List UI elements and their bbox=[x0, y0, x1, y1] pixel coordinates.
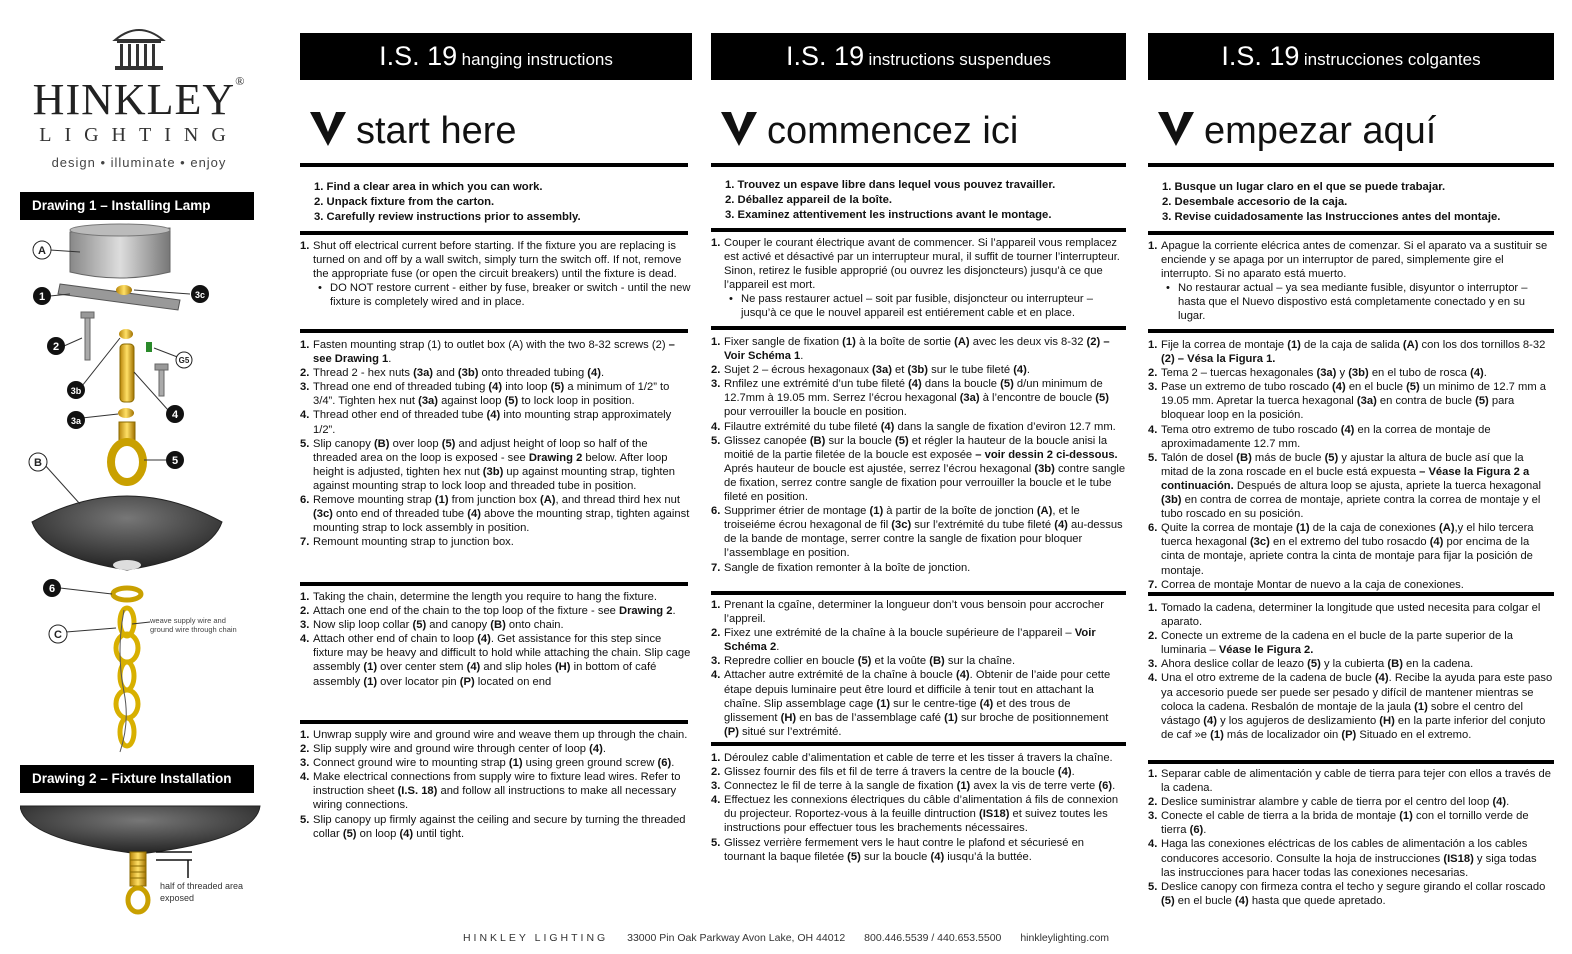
step-text: Una el otro extreme de la cadena de bucle (4). Recibe la ayuda para este paso ya accesorio puede ser puede ser pesado y difícil de mantener mientras se coloca la cadena. Resbalón de montaje de la jaula (1) sobre el centro del vástago (4) y los agujeros de deslizamiento (H) en la parte inferior del conjuto de caf »e (1) más de localizador oin (P) Situado en el extremo. bbox=[1161, 672, 1553, 741]
instruction-section bbox=[300, 590, 692, 689]
step-number: 4. bbox=[300, 633, 310, 646]
step-number: 1. bbox=[1148, 602, 1158, 614]
section-divider bbox=[711, 228, 1126, 232]
step-item bbox=[1148, 521, 1554, 577]
step-number: 2. bbox=[711, 364, 721, 377]
section-divider bbox=[300, 329, 688, 333]
step-number: 4. bbox=[1148, 423, 1158, 436]
start-heading bbox=[711, 104, 1126, 164]
callout-1 bbox=[33, 287, 51, 305]
section-divider bbox=[300, 163, 688, 167]
section-divider bbox=[1148, 760, 1554, 764]
step-item bbox=[300, 742, 692, 756]
step-text: Fixez une extrémité de la chaîne à la boucle supérieure de l’appareil – Voir Schéma 2. bbox=[724, 627, 1096, 654]
screw bbox=[155, 364, 168, 396]
step-text: Déroulez cable d’alimentation et cable de terre et les tisser á travers la chaîne. bbox=[724, 752, 1113, 764]
step-number: 1. bbox=[1148, 339, 1158, 351]
section-divider bbox=[711, 163, 1126, 167]
chevron-down-icon bbox=[721, 110, 757, 148]
step-number: 1. bbox=[300, 729, 310, 741]
section-divider bbox=[711, 742, 1126, 746]
step-number: 2. bbox=[300, 743, 310, 756]
outlet-box bbox=[70, 224, 170, 278]
footer-brand: HINKLEY LIGHTING bbox=[462, 932, 609, 944]
section-divider bbox=[1148, 329, 1554, 333]
step-text: Correa de montaje Montar de nuevo a la caja de conexiones. bbox=[1161, 578, 1464, 591]
step-text: Taking the chain, determine the length you require to hang the fixture. bbox=[313, 591, 657, 603]
instruction-section bbox=[1148, 767, 1554, 908]
step-number: 3. bbox=[711, 378, 721, 391]
step-item bbox=[711, 668, 1126, 738]
step-number: 5. bbox=[711, 836, 721, 849]
canopy bbox=[20, 806, 260, 854]
step-number: 7. bbox=[711, 561, 721, 574]
step-number: 1. bbox=[711, 752, 721, 764]
step-text: Thread other end of threaded tube (4) into mounting strap approximately 1/2”. bbox=[313, 409, 672, 436]
callout-6 bbox=[43, 579, 61, 597]
step-item bbox=[1148, 809, 1554, 837]
step-item bbox=[1148, 795, 1554, 809]
instruction-section bbox=[711, 598, 1126, 739]
chevron-down-icon bbox=[1158, 110, 1194, 148]
step-item bbox=[711, 598, 1126, 626]
callout-B bbox=[29, 453, 47, 471]
step-number: 2. bbox=[1148, 630, 1158, 643]
step-number: 1. bbox=[1148, 240, 1158, 252]
step-text: Make electrical connections from supply wire to fixture lead wires. Refer to instruction sheet (I.S. 18) and follow all instructions to make all necessary wiring connections. bbox=[313, 771, 681, 812]
threaded-note: half of threaded area exposed bbox=[160, 881, 244, 903]
intro-step: 2. Desembale accesorio de la caja. bbox=[1162, 196, 1348, 208]
section-divider bbox=[711, 326, 1126, 330]
step-text: Glissez canopée (B) sur la boucle (5) et régler la hauteur de la boucle anisi la moitié de la partie filetée de la boucle est exposée – voir dessin 2 ci-dessous. Aprés hauteur de boucle est ajustée, serrez l’écrou hexagonal (3b) contre sangle de fixation, serrez contre sangle de fixation pour verrouiller la boucle et le tube fileté en position. bbox=[724, 434, 1126, 504]
step-text: Shut off electrical current before starting. If the fixture you are replacing is turned on and off by a wall switch, simply turn the switch off. If not, remove the appropriate fuse (or open the circuit breakers) until the fixture is dead. bbox=[313, 240, 682, 281]
step-text: Attach one end of the chain to the top loop of the fixture - see Drawing 2. bbox=[313, 605, 676, 618]
step-number: 4. bbox=[1148, 672, 1158, 685]
svg-text:5: 5 bbox=[171, 455, 179, 467]
callout-2 bbox=[47, 337, 65, 355]
step-number: 6. bbox=[1148, 522, 1158, 535]
step-item bbox=[1148, 338, 1554, 366]
step-text: Remount mounting strap to junction box. bbox=[313, 536, 514, 549]
step-number: 1. bbox=[711, 336, 721, 348]
start-heading bbox=[1148, 104, 1554, 164]
svg-text:A: A bbox=[38, 245, 46, 257]
step-item bbox=[711, 751, 1126, 765]
step-item bbox=[711, 504, 1126, 560]
intro-step: 1. Busque un lugar claro en el que se puede trabajar. bbox=[1162, 181, 1446, 193]
step-number: 3. bbox=[300, 757, 310, 770]
intro-step: 3. Carefully review instructions prior to assembly. bbox=[314, 211, 581, 223]
start-text: empezar aquí bbox=[1204, 110, 1437, 152]
step-number: 1. bbox=[711, 599, 721, 611]
step-text: Pase un extremo de tubo roscado (4) en el bucle (5) un minimo de 12.7 mm a 19.05 mm. Apretar la tuerca hexagonal (3a) en contra de bucle (5) para bloquear loop en la posición. bbox=[1161, 381, 1546, 422]
threaded-collar bbox=[113, 588, 141, 600]
step-number: 6. bbox=[711, 505, 721, 518]
step-item bbox=[711, 626, 1126, 654]
header-bar bbox=[711, 33, 1126, 80]
instruction-section bbox=[1148, 239, 1554, 324]
step-item bbox=[300, 604, 692, 618]
intro-steps bbox=[314, 180, 581, 225]
svg-text:3c: 3c bbox=[194, 290, 206, 300]
callout-A bbox=[33, 241, 51, 259]
chain bbox=[116, 608, 138, 746]
step-text: Tomado la cadena, determiner la longitude que usted necesita para colgar el aparato. bbox=[1161, 602, 1541, 629]
step-text: Repredre collier en boucle (5) et la voûte (B) sur la chaîne. bbox=[724, 655, 1016, 668]
intro-step: 2. Déballez appareil de la boîte. bbox=[725, 194, 892, 206]
section-divider bbox=[1148, 592, 1554, 596]
step-item bbox=[711, 420, 1126, 434]
step-item bbox=[711, 779, 1126, 793]
section-divider bbox=[300, 231, 688, 235]
step-text: Rnfilez une extrémité d’un tube fileté (4) dans la boucle (5) d/un minimum de 12.7mm à 19.05 mm. Serrez l’écrou hexagonal (3a) à l’encontre de boucle (5) pour verrouiller la boucle en position. bbox=[724, 378, 1109, 419]
step-item bbox=[711, 434, 1126, 504]
step-item bbox=[1148, 671, 1554, 741]
hex-nut-3b bbox=[119, 329, 133, 339]
step-number: 1. bbox=[300, 240, 310, 252]
instruction-section bbox=[300, 239, 692, 309]
step-item bbox=[300, 618, 692, 632]
step-number: 5. bbox=[711, 434, 721, 447]
step-item bbox=[300, 770, 692, 812]
callout-3a bbox=[67, 411, 85, 429]
step-number: 7. bbox=[1148, 578, 1158, 591]
step-number: 3. bbox=[711, 780, 721, 793]
step-item bbox=[711, 654, 1126, 668]
green-ground-screw bbox=[146, 342, 152, 352]
sheet-number: I.S. 19 bbox=[1221, 41, 1300, 71]
step-number: 4. bbox=[1148, 838, 1158, 851]
section-divider bbox=[300, 582, 688, 586]
step-number: 5. bbox=[300, 437, 310, 450]
step-number: 2. bbox=[300, 605, 310, 618]
step-item bbox=[1148, 767, 1554, 795]
instruction-section bbox=[1148, 338, 1554, 592]
step-text: Couper le courant électrique avant de commencer. Si l’appareil vous remplacez est activé et désactivé par un interrupteur mural, il suffit de tourner l’interrupteur. Sinon, retirez le fusible approprié (ou ouvrez les disjoncteurs) jusqu’à ce que l’appareil est mort. bbox=[724, 237, 1120, 292]
step-item bbox=[711, 765, 1126, 779]
step-item bbox=[1148, 366, 1554, 380]
canopy bbox=[32, 496, 222, 570]
footer-website[interactable]: hinkleylighting.com bbox=[1020, 932, 1110, 944]
column-english bbox=[300, 0, 692, 930]
step-item bbox=[300, 535, 692, 549]
step-text: Connect ground wire to mounting strap (1) using green ground screw (6). bbox=[313, 757, 675, 770]
svg-text:6: 6 bbox=[48, 583, 56, 595]
brand-registered: ® bbox=[235, 74, 246, 88]
svg-text:3a: 3a bbox=[70, 416, 82, 426]
step-number: 4. bbox=[300, 771, 310, 784]
step-text: Deslice suministrar alambre y cable de tierra por el centro del loop (4). bbox=[1161, 796, 1510, 809]
step-number: 2. bbox=[711, 766, 721, 779]
step-item bbox=[1148, 451, 1554, 521]
start-text: start here bbox=[356, 110, 517, 152]
footer-address: 33000 Pin Oak Parkway Avon Lake, OH 44012 bbox=[627, 932, 846, 944]
column-french bbox=[711, 0, 1126, 930]
brand-name: HINKLEY bbox=[32, 75, 236, 124]
step-text: Slip canopy (B) over loop (5) and adjust height of loop so half of the threaded area on the loop is exposed - see Drawing 2 below. After loop height is adjusted, tighten hex nut (3b) up against mounting strap, tighten against mounting strap to lock loop and threaded tube in position. bbox=[313, 437, 675, 492]
callout-G5 bbox=[176, 352, 192, 368]
step-text: Separar cable de alimentación y cable de tierra para tejer con ellos a través de la cadena. bbox=[1161, 768, 1551, 795]
step-item bbox=[1148, 380, 1554, 422]
step-number: 1. bbox=[300, 591, 310, 603]
step-text: Haga las conexiones eléctricas de los cables de alimentación a los cables conducores accesorio. Consulte la hoja de instrucciones (IS18) y siga todas las instrucciones para hacer todas las conexiones necesarias. bbox=[1161, 838, 1537, 879]
step-text: Conecte un extreme de la cadena en el bucle de la parte superior de la luminaria – Véase le Figura 2. bbox=[1161, 630, 1514, 657]
intro-step: 3. Examinez attentivement les instructions avant le montage. bbox=[725, 209, 1052, 221]
step-item bbox=[1148, 629, 1554, 657]
brand-tagline: design • illuminate • enjoy bbox=[51, 155, 227, 170]
step-item bbox=[711, 836, 1126, 864]
step-text: Thread 2 - hex nuts (3a) and (3b) onto threaded tubing (4). bbox=[313, 367, 605, 380]
instruction-section bbox=[711, 335, 1126, 575]
callout-C bbox=[49, 625, 67, 643]
step-number: 3. bbox=[300, 619, 310, 632]
header-bar bbox=[300, 33, 692, 80]
step-item bbox=[300, 756, 692, 770]
section-divider bbox=[1148, 231, 1554, 235]
step-item bbox=[300, 380, 692, 408]
step-item bbox=[1148, 601, 1554, 629]
step-text: Glissez verrière fermement vers le haut contre le plafond et sécuriesé en tournant la baque filetée (5) sur la boucle (4) iusqu’á la buttée. bbox=[724, 836, 1085, 863]
left-panel bbox=[0, 0, 280, 954]
step-number: 4. bbox=[711, 794, 721, 807]
step-item bbox=[300, 366, 692, 380]
step-text: Connectez le fil de terre à la sangle de fixation (1) avex la vis de terre verte (6). bbox=[724, 780, 1116, 793]
svg-text:1: 1 bbox=[38, 291, 46, 303]
step-number: 2. bbox=[1148, 796, 1158, 809]
threaded-tube bbox=[120, 344, 134, 402]
drawing-2-title: Drawing 2 – Fixture Installation bbox=[20, 765, 254, 793]
step-item bbox=[1148, 578, 1554, 592]
bullet-note: • Ne pass restaurer actuel – soit par fusible, disjoncteur ou interrupteur – jusqu’à ce que le nouvel appareil est entiérement cable et en place. bbox=[711, 292, 1126, 320]
step-item bbox=[711, 363, 1126, 377]
step-item bbox=[1148, 880, 1554, 908]
step-text: Slip canopy up firmly against the ceiling and secure by turning the threaded collar (5) on loop (4) until tight. bbox=[313, 813, 686, 840]
step-item bbox=[300, 408, 692, 436]
footer-phone: 800.446.5539 / 440.653.5500 bbox=[864, 932, 1002, 944]
callout-5 bbox=[166, 451, 184, 469]
step-number: 1. bbox=[711, 237, 721, 249]
sheet-number: I.S. 19 bbox=[786, 41, 865, 71]
step-number: 6. bbox=[300, 494, 310, 507]
intro-step: 2. Unpack fixture from the carton. bbox=[314, 196, 495, 208]
step-text: Unwrap supply wire and ground wire and weave them up through the chain. bbox=[313, 729, 688, 741]
intro-steps bbox=[725, 178, 1055, 223]
instruction-section bbox=[711, 236, 1126, 321]
instruction-section bbox=[300, 728, 692, 841]
instruction-section bbox=[1148, 601, 1554, 742]
step-item bbox=[1148, 837, 1554, 879]
step-number: 7. bbox=[300, 536, 310, 549]
start-heading bbox=[300, 104, 692, 164]
step-number: 1. bbox=[1148, 768, 1158, 780]
hex-nut-3c bbox=[116, 285, 132, 295]
step-number: 3. bbox=[1148, 658, 1158, 671]
chevron-down-icon bbox=[310, 110, 346, 148]
step-text: Deslice canopy con firmeza contra el techo y segure girando el collar roscado (5) en el bucle (4) hasta que quede apretado. bbox=[1161, 880, 1546, 907]
step-text: Slip supply wire and ground wire through center of loop (4). bbox=[313, 743, 606, 756]
step-item bbox=[1148, 423, 1554, 451]
header-title: hanging instructions bbox=[461, 50, 613, 69]
exposed-marker bbox=[156, 852, 192, 878]
hinkley-logo bbox=[14, 24, 264, 174]
step-text: Glissez fournir des fils et fil de terre á travers la centre de la boucle (4). bbox=[724, 766, 1075, 779]
step-item bbox=[300, 632, 692, 688]
start-text: commencez ici bbox=[767, 110, 1019, 152]
step-number: 5. bbox=[1148, 880, 1158, 893]
sheet-number: I.S. 19 bbox=[379, 41, 458, 71]
step-number: 5. bbox=[300, 813, 310, 826]
callout-4 bbox=[166, 405, 184, 423]
step-text: Fasten mounting strap (1) to outlet box (A) with the two 8-32 screws (2) – see Drawing 1. bbox=[313, 339, 675, 366]
step-text: Fije la correa de montaje (1) de la caja de salida (A) con los dos tornillos 8-32 (2) – Vésa la Figura 1. bbox=[1161, 339, 1546, 366]
screw bbox=[81, 312, 94, 360]
svg-text:4: 4 bbox=[171, 409, 179, 421]
loop bbox=[128, 888, 148, 912]
svg-text:2: 2 bbox=[52, 341, 60, 353]
step-text: Attach other end of chain to loop (4). Get assistance for this step since fixture may be heavy and difficult to hold while attaching the chain. Slip cage assembly (1) over center stem (4) and slip holes (H) in bottom of café assembly (1) over locator pin (P) located on end bbox=[313, 633, 691, 688]
step-number: 2. bbox=[300, 367, 310, 380]
step-text: Supprimer étrier de montage (1) à partir de la boîte de jonction (A), et le troiseiéme écrou hexagonal de fil (3c) sur l’extrémité du tube fileté (4) au-dessus de la bande de montage, serrer contre la sangle de fixation pour bloquer l’assemblage en position. bbox=[724, 505, 1123, 560]
step-number: 2. bbox=[711, 627, 721, 640]
section-divider bbox=[300, 720, 688, 724]
header-bar bbox=[1148, 33, 1554, 80]
loop bbox=[111, 422, 143, 482]
drawing-1-title: Drawing 1 – Installing Lamp bbox=[20, 192, 254, 220]
instruction-section bbox=[300, 338, 692, 549]
svg-text:3b: 3b bbox=[70, 386, 82, 396]
intro-steps bbox=[1162, 180, 1500, 225]
intro-step: 1. Trouvez un espave libre dans lequel vous pouvez travailler. bbox=[725, 179, 1056, 191]
brand-sub: LIGHTING bbox=[39, 124, 239, 146]
step-number: 4. bbox=[711, 669, 721, 682]
step-item bbox=[300, 813, 692, 841]
step-text: Tema otro extremo de tubo roscado (4) en la correa de montaje de aproximadamente 12.7 mm. bbox=[1161, 423, 1491, 450]
svg-text:G5: G5 bbox=[178, 356, 190, 365]
drawing-1-illustration bbox=[20, 222, 270, 762]
step-item bbox=[300, 728, 692, 742]
step-text: Sangle de fixation remonter à la boîte de jonction. bbox=[724, 561, 971, 574]
step-text: Apague la corriente elécrica antes de comenzar. Si el aparato va a sustituir se enciende y se apaga por un interruptor de pared, simplemente gire el interrupto. Si no aparato está muerto. bbox=[1161, 240, 1548, 281]
weave-note: weave supply wire and ground wire through chain bbox=[150, 616, 237, 634]
svg-text:C: C bbox=[54, 629, 62, 641]
step-text: Prenant la cgaîne, determiner la longueur don’t vous bensoin pour accrocher l’appreil. bbox=[724, 599, 1104, 626]
step-text: Tema 2 – tuercas hexagonales (3a) y (3b) en el tubo de rosca (4). bbox=[1161, 367, 1487, 380]
step-text: Sujet 2 – écrous hexagonaux (3a) et (3b) sur le tube fileté (4). bbox=[724, 364, 1030, 377]
intro-step: 3. Revise cuidadosamente las Instrucciones antes del montaje. bbox=[1162, 211, 1501, 223]
step-number: 2. bbox=[1148, 367, 1158, 380]
header-title: instructions suspendues bbox=[868, 50, 1051, 69]
section-divider bbox=[711, 591, 1126, 595]
step-text: Now slip loop collar (5) and canopy (B) onto chain. bbox=[313, 619, 564, 632]
step-number: 4. bbox=[300, 409, 310, 422]
column-spanish bbox=[1148, 0, 1554, 930]
step-text: Effectuez les connexions électriques du câble d’alimentation á fils de connexion du projecteur. Roportez-vous à la feuille dintruction (IS18) et suivez toutes les instructions pour effectuer tous les brachements nécessaires. bbox=[724, 794, 1119, 835]
step-item bbox=[300, 239, 692, 281]
step-text: Remove mounting strap (1) from junction box (A), and thread third hex nut (3c) onto end of threaded tube (4) above the mounting strap, tighten against mounting strap to lock assembly in position. bbox=[313, 494, 690, 535]
step-text: Ahora deslice collar de leazo (5) y la cubierta (B) en la cadena. bbox=[1161, 658, 1474, 671]
step-item bbox=[711, 377, 1126, 419]
step-number: 3. bbox=[711, 655, 721, 668]
hex-nut-3a bbox=[118, 408, 134, 418]
step-item bbox=[711, 793, 1126, 835]
step-text: Talón de dosel (B) más de bucle (5) y ajustar la altura de bucle así que la mitad de la zona roscade en el bucle está expuesta – Véase la Figura 2 a continuación. Después de altura loop se ajusta, apriete la tuerca hexagonal (3b) en contra de correa de montaje, apriete contra la correa de montaje y el tubo roscado en su posición. bbox=[1161, 451, 1541, 521]
step-item bbox=[711, 236, 1126, 292]
step-number: 4. bbox=[711, 420, 721, 433]
step-item bbox=[300, 338, 692, 366]
building-logo-icon bbox=[109, 24, 169, 72]
step-number: 1. bbox=[300, 339, 310, 351]
bullet-note: • No restaurar actual – ya sea mediante fusible, disyuntor o interruptor – hasta que el Nuevo dispostivo está completamente conectado y en su lugar. bbox=[1148, 281, 1554, 323]
intro-step: 1. Find a clear area in which you can work. bbox=[314, 181, 543, 193]
threaded-loop bbox=[130, 852, 146, 886]
bullet-note: • DO NOT restore current - either by fuse, breaker or switch - until the new fixture is completely wired and in place. bbox=[300, 281, 692, 309]
step-item bbox=[711, 561, 1126, 575]
step-number: 3. bbox=[300, 381, 310, 394]
step-number: 3. bbox=[1148, 810, 1158, 823]
instruction-section bbox=[711, 751, 1126, 864]
header-title: instrucciones colgantes bbox=[1303, 50, 1481, 69]
svg-text:B: B bbox=[34, 457, 42, 469]
step-item bbox=[300, 590, 692, 604]
step-text: Fixer sangle de fixation (1) à la boîte de sortie (A) avec les deux vis 8-32 (2) – Voir Schéma 1. bbox=[724, 336, 1110, 363]
step-item bbox=[1148, 657, 1554, 671]
footer bbox=[0, 932, 1572, 944]
step-item bbox=[711, 335, 1126, 363]
callout-3c bbox=[191, 285, 209, 303]
step-item bbox=[300, 437, 692, 493]
step-item bbox=[300, 493, 692, 535]
step-text: Attacher autre extrémité de la chaîne à boucle (4). Obtenir de l’aide pour cette étape depuis luminaire peut être lourd et difficile à tenir tout en attachant la chaîne. Slip assemblage cage (1) sur le centre-tige (4) et des trous de glissement (H) en bas de l’assemblage café (1) sur broche de positionnement (P) situé sur l’extrémité. bbox=[724, 669, 1111, 738]
section-divider bbox=[1148, 163, 1554, 167]
step-text: Conecte el cable de tierra a la brida de montaje (1) con el tornillo verde de tierra (6). bbox=[1161, 810, 1529, 837]
step-item bbox=[1148, 239, 1554, 281]
step-text: Filautre extrémité du tube fileté (4) dans la sangle de fixation d’eviron 12.7 mm. bbox=[724, 420, 1116, 433]
callout-3b bbox=[67, 381, 85, 399]
step-text: Quite la correa de montaje (1) de la caja de conexiones (A),y el hilo tercera tuerca hexagonal (3c) en el extremo del tubo rosacdo (4) por encima de la cinta de montaje, apriete contra la cinta de montaje para fijar la posición de montaje. bbox=[1161, 522, 1534, 577]
step-text: Thread one end of threaded tubing (4) into loop (5) a minimum of 1/2” to 3/4”. Tighten hex nut (3a) against loop (5) to lock loop in position. bbox=[313, 381, 670, 408]
step-number: 3. bbox=[1148, 381, 1158, 394]
step-number: 5. bbox=[1148, 451, 1158, 464]
